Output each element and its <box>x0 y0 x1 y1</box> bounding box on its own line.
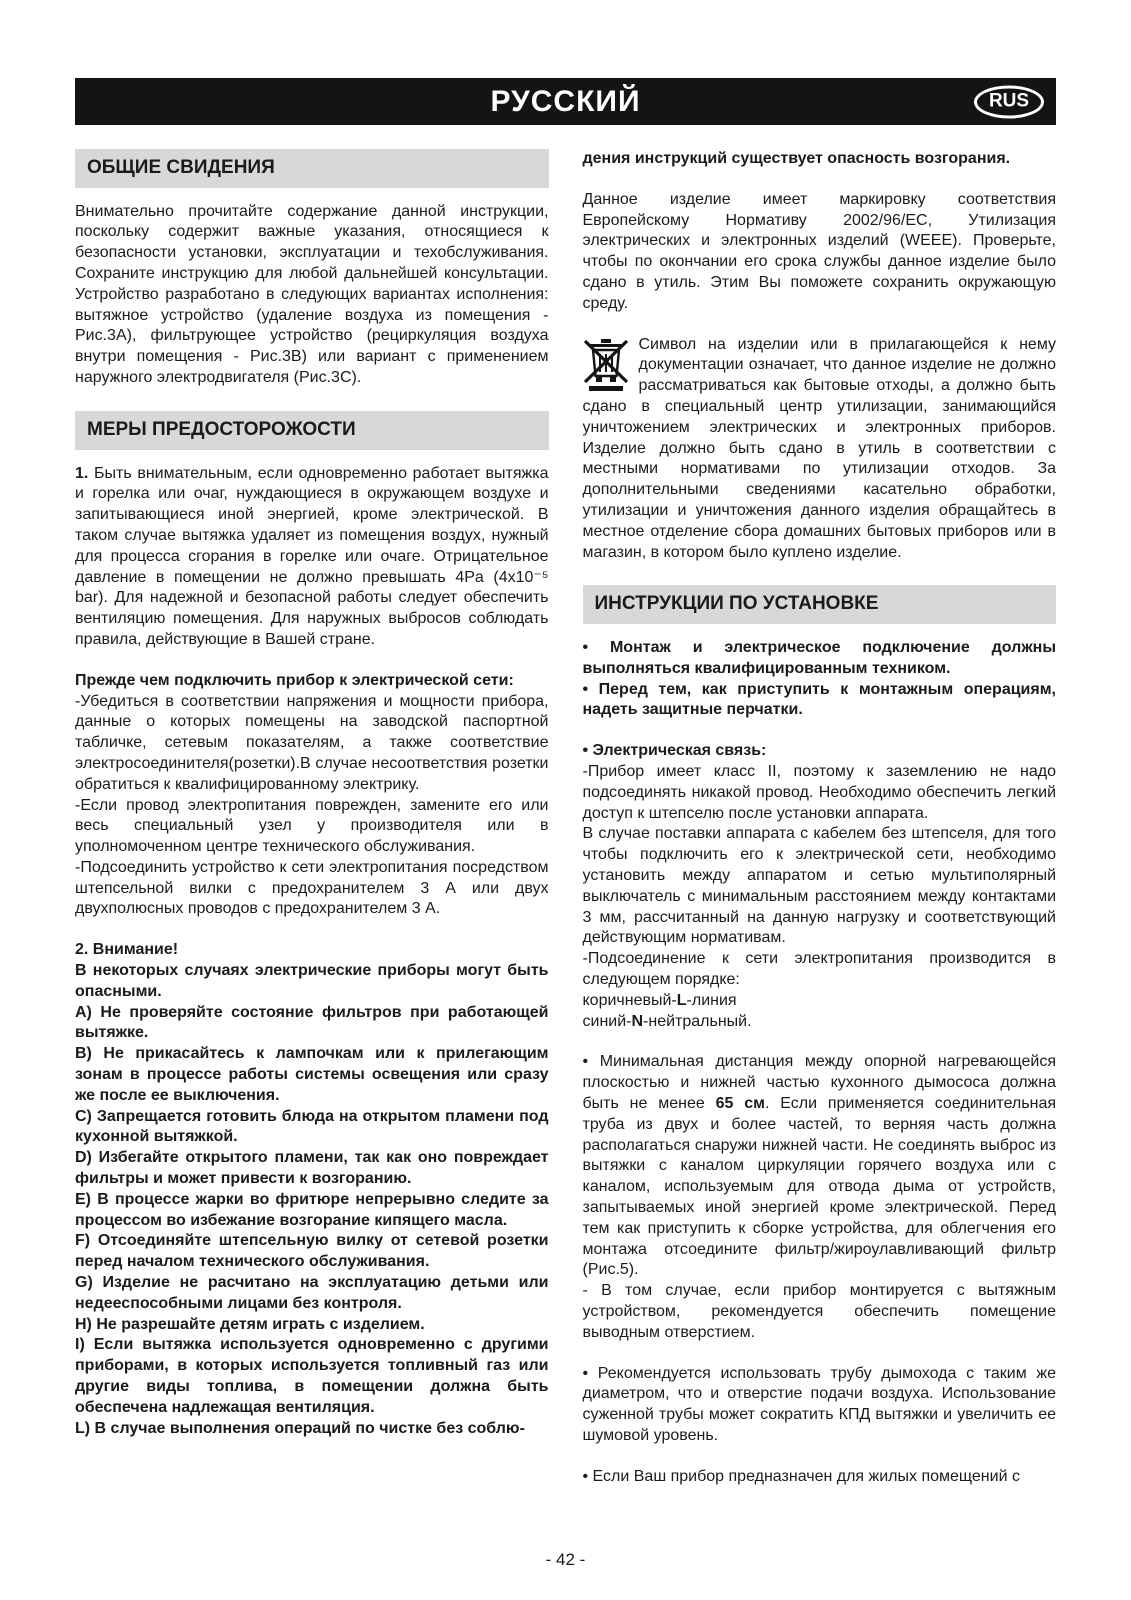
text-run: коричневый- <box>582 991 677 1009</box>
text-run: C) Запрещается готовить блюда на открытом пламени под кухонной вытяжкой. <box>75 1107 549 1146</box>
text-run: 1. <box>75 464 89 482</box>
header-bar <box>75 78 1056 125</box>
paragraph <box>75 961 549 1003</box>
paragraph <box>75 1273 549 1315</box>
paragraph <box>75 1315 549 1336</box>
paragraph <box>583 949 1057 991</box>
text-run: Быть внимательным, если одновременно работает вытяжка и горелка или очаг, нуждающиеся в окружающем воздухе и запитывающиеся иной энергией, кроме электрической. В таком случае вытяжка удаляет из помещения воздух, нужный для процесса сгорания в горелке или очаге. Отрицательное давление в помещении не должно превышать 4Pa (4x10⁻⁵ bar). Для надежной и безопасной работы следует обеспечить вентиляцию помещения. Для наружных выбросов соблюдать правила, действующие в Вашей стране. <box>75 464 549 648</box>
left-column <box>75 149 549 1488</box>
paragraph <box>583 762 1057 824</box>
paragraph <box>75 1148 549 1190</box>
paragraph <box>75 464 549 651</box>
text-run: - В том случае, если прибор монтируется с вытяжным устройством, рекомендуется обеспечить помещение выводным отверстием. <box>582 1282 1056 1341</box>
right-column <box>583 149 1057 1488</box>
paragraph <box>75 858 549 920</box>
text-run: Данное изделие имеет маркировку соответствия Европейскому Нормативу 2002/96/EC, Утилизация электрических и электронных изделий (WEEE). Проверьте, чтобы по окончании его срока службы данное изделие было сдано в утиль. Этим Вы поможете сохранить окружающую среду. <box>582 190 1056 312</box>
paragraph <box>75 940 549 961</box>
text-run: • Минимальная дистанция между опорной нагревающейся плоскостью и нижней частью кухонного дымососа должна быть не менее <box>582 1053 1056 1112</box>
text-run: -линия <box>686 991 737 1009</box>
page-title: РУССКИЙ <box>490 84 641 118</box>
text-run: • Монтаж и электрическое подключение должны выполняться квалифицированным техником. <box>582 639 1056 677</box>
paragraph <box>75 1335 549 1418</box>
text-run: 2. Внимание! <box>75 941 179 959</box>
text-run: -Убедиться в соответствии напряжения и мощности прибора, данные о которых помещены на заводской паспортной табличке, сетевым показателям, а также соответствие электросоединителя(розетки).В случае несоответствия розетки обратиться к квалифицированному электрику. <box>75 692 549 793</box>
text-run: L) В случае выполнения операций по чистке без соблю- <box>75 1419 525 1437</box>
paragraph <box>583 991 1057 1012</box>
paragraph <box>75 1107 549 1149</box>
paragraph <box>75 796 549 858</box>
paragraph <box>583 824 1057 949</box>
paragraph <box>583 1281 1057 1343</box>
paragraph <box>583 1364 1057 1447</box>
text-run: I) Если вытяжка используется одновременно с другими приборами, в которых используется топливный газ или другие виды топлива, в помещении должна быть обеспечена надлежащая вентиляция. <box>75 1336 549 1416</box>
paragraph <box>583 190 1057 315</box>
text-run: -Прибор имеет класс II, поэтому к заземлению не надо подсоединять никакой провод. Необходимо обеспечить легкий доступ к штепселю после установки аппарата. <box>582 763 1056 822</box>
text-run: B) Не прикасайтесь к лампочкам или к прилегающим зонам в процессе работы системы освещения или сразу же после ее выключения. <box>75 1045 549 1104</box>
text-run: В случае поставки аппарата с кабелем без штепселя, для того чтобы подключить его к электрической сети, необходимо установить между аппаратом и сетью мультиполярный выключатель с минимальным расстоянием между контактами 3 мм, рассчитанный на данную нагрузку и соответствующий действующим нормативам. <box>582 825 1056 947</box>
text-run: -Подсоединить устройство к сети электропитания посредством штепсельной вилки с предохранителем 3 А или двух двухполюсных проводов с предохранителем 3 А. <box>75 858 549 918</box>
text-run: N <box>631 1012 644 1030</box>
text-run: дения инструкций существует опасность возгорания. <box>582 150 1011 167</box>
text-run: Внимательно прочитайте содержание данной инструкции, поскольку содержит важные указания, относящиеся к безопасности установки, эксплуатации и техобслуживания. Сохраните инструкцию для любой дальнейшей консультации. Устройство разработано в следующих вариантах исполнения: вытяжное устройство (удаление воздуха из помещения - Рис.3А), фильтрующее устройство (рециркуляция воздуха внутри помещения - Рис.3В) или вариант с применением наружного электродвигателя (Рис.3С). <box>75 202 549 387</box>
section-heading: ОБЩИЕ СВИДЕНИЯ <box>75 149 549 188</box>
paragraph <box>583 1467 1057 1488</box>
paragraph <box>583 335 1057 564</box>
section-heading: МЕРЫ ПРЕДОСТОРОЖОСТИ <box>75 411 549 450</box>
paragraph <box>75 692 549 796</box>
text-run: • Перед тем, как приступить к монтажным операциям, надеть защитные перчатки. <box>582 680 1056 719</box>
paragraph <box>75 671 549 692</box>
text-run: синий- <box>582 1012 632 1030</box>
paragraph <box>75 1419 549 1440</box>
paragraph <box>583 1052 1057 1281</box>
paragraph <box>583 149 1057 170</box>
text-run: -нейтральный. <box>643 1012 752 1030</box>
paragraph <box>583 680 1057 722</box>
paragraph <box>75 1003 549 1045</box>
section-heading: ИНСТРУКЦИИ ПО УСТАНОВКЕ <box>583 585 1057 624</box>
text-run: E) В процессе жарки во фритюре непрерывно следите за процессом во избежание возгорание кипящего масла. <box>75 1190 549 1229</box>
text-run: D) Избегайте открытого пламени, так как оно повреждает фильтры и может привести к возгоранию. <box>75 1149 549 1188</box>
text-run: G) Изделие не расчитано на эксплуатацию детьми или недееспособными лицами без контроля. <box>75 1274 549 1312</box>
text-run: H) Не разрешайте детям играть с изделием. <box>75 1315 425 1333</box>
paragraph <box>75 202 549 389</box>
paragraph <box>75 1044 549 1106</box>
text-run: . Если применяется соединительная труба из двух и более частей, то верняя часть должна располагаться снаружи нижней части. Не соединять выброс из вытяжки с каналом циркуляции горячего воздуха или с каналом, используемым для отвода дыма от устройств, запытываемых иной энергией кроме электрической. Перед тем как приступить к сборке устройства, для облегчения его монтажа отсоедините фильтр/жироулавливающий фильтр (Рис.5). <box>582 1094 1057 1279</box>
paragraph <box>583 1012 1057 1033</box>
text-run: • Рекомендуется использовать трубу дымохода с таким же диаметром, что и отверстие подачи воздуха. Использование суженной трубы может сократить КПД вытяжки и увеличить ее шумовой уровень. <box>582 1364 1056 1444</box>
text-run: F) Отсоединяйте штепсельную вилку от сетевой розетки перед началом технического обслуживания. <box>75 1232 549 1271</box>
paragraph <box>75 1231 549 1273</box>
text-run: • Электрическая связь: <box>582 742 767 760</box>
text-run: A) Не проверяйте состояние фильтров при работающей вытяжке. <box>75 1003 549 1042</box>
language-badge: RUS <box>974 85 1044 118</box>
paragraph <box>75 1190 549 1232</box>
two-column-layout <box>75 149 1056 1488</box>
text-run: Символ на изделии или в прилагающейся к нему документации означает, что данное изделие не должно рассматриваться как бытовые отходы, а должно быть сдано в специальный центр утилизации, занимающийся уничтожением электрических и электронных приборов. Изделие должно быть сдано в утиль в соответствии с местными нормативами по утилизации отходов. За дополнительными сведениями касательно обработки, утилизации и уничтожения данного изделия обращайтесь в местное отделение сбора домашних бытовых приборов или в магазин, в котором было куплено изделие. <box>582 335 1056 561</box>
paragraph <box>583 638 1057 680</box>
text-run: -Если провод электропитания поврежден, замените его или весь специальный узел у производителя или в уполномоченном центре технического обслуживания. <box>75 796 549 856</box>
text-run: В некоторых случаях электрические приборы могут быть опасными. <box>75 962 549 1000</box>
page-number: - 42 - <box>545 1550 586 1569</box>
text-run: L <box>676 991 687 1009</box>
text-run: • Если Ваш прибор предназначен для жилых помещений с <box>582 1467 1020 1485</box>
text-run: -Подсоединение к сети электропитания производится в следующем порядке: <box>582 950 1056 988</box>
text-run: 65 см <box>715 1094 765 1112</box>
paragraph <box>583 741 1057 762</box>
text-run: Прежде чем подключить прибор к электрической сети: <box>75 671 514 689</box>
weee-crossed-bin-icon <box>583 338 629 392</box>
